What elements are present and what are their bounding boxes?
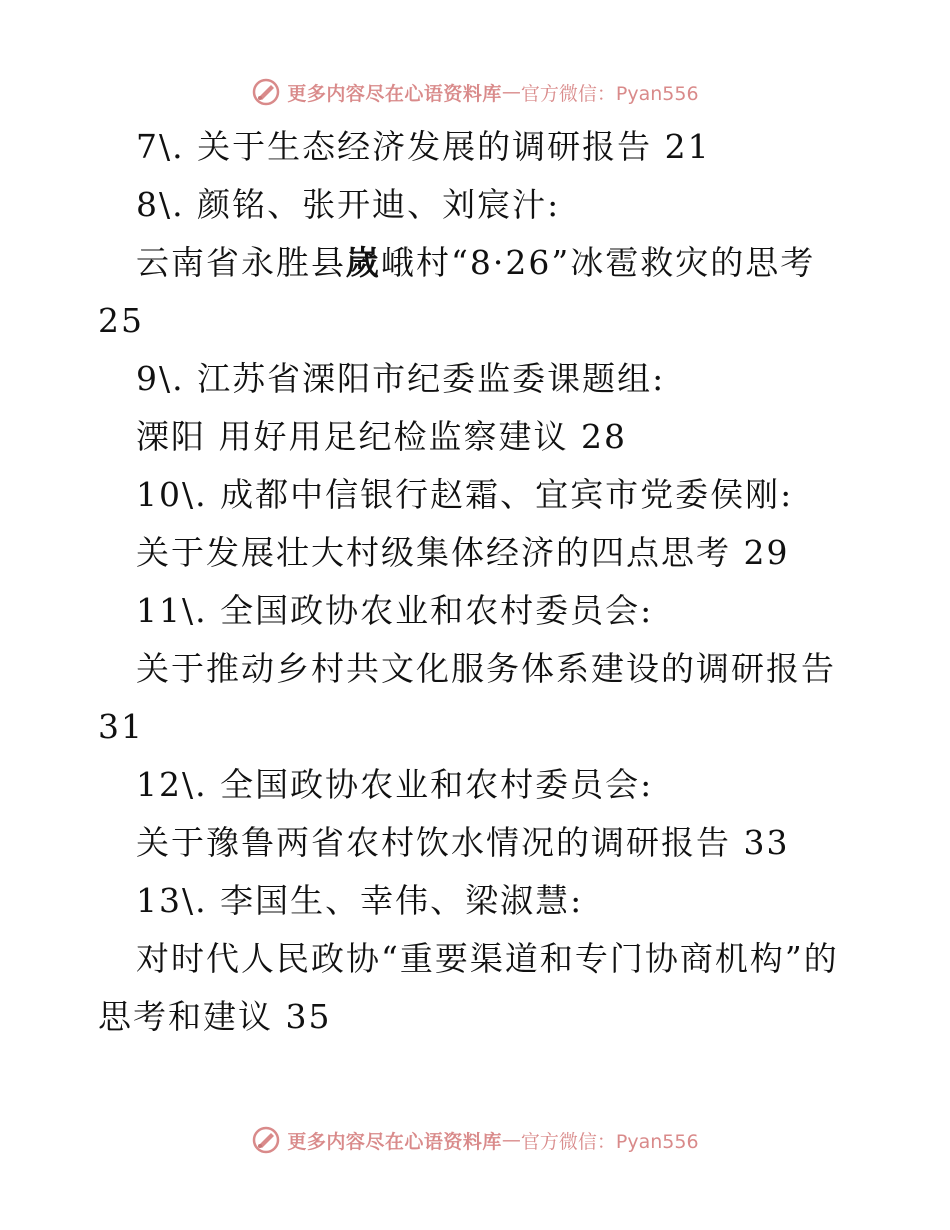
toc-line-13-authors: 13\. 李国生、幸伟、梁淑慧: bbox=[136, 881, 584, 920]
header-separator: — bbox=[501, 81, 521, 103]
toc-line-8-title-part1: 云南省永胜县 bbox=[136, 243, 346, 282]
toc-line-7: 7\. 关于生态经济发展的调研报告 21 bbox=[136, 127, 711, 166]
toc-line-8-title-special-char: 嵗 bbox=[346, 243, 381, 282]
toc-line-12-authors: 12\. 全国政协农业和农村委员会: bbox=[136, 765, 654, 804]
header-brand-text: 更多内容尽在心语资料库 bbox=[287, 82, 502, 105]
toc-line-9-title: 溧阳 用好用足纪检监察建议 28 bbox=[136, 417, 627, 456]
toc-line-11-title: 关于推动乡村共文化服务体系建设的调研报告 bbox=[136, 649, 836, 688]
toc-line-8-title bbox=[136, 234, 815, 292]
toc-line-8-title-part2: 峨村“8·26”冰雹救灾的思考 bbox=[381, 243, 816, 282]
toc-line-12-title: 关于豫鲁两省农村饮水情况的调研报告 33 bbox=[136, 823, 790, 862]
toc-line-13-title: 对时代人民政协“重要渠道和专门协商机构”的 bbox=[136, 939, 839, 978]
toc-line-9-authors: 9\. 江苏省溧阳市纪委监委课题组: bbox=[136, 359, 666, 398]
toc-line-10-title: 关于发展壮大村级集体经济的四点思考 29 bbox=[136, 533, 790, 572]
toc-line-8-authors: 8\. 颜铭、张开迪、刘宸汁: bbox=[136, 185, 561, 224]
toc-line-13-page: 思考和建议 35 bbox=[98, 997, 332, 1036]
toc-line-11-authors: 11\. 全国政协农业和农村委员会: bbox=[136, 591, 654, 630]
footer-banner bbox=[0, 1120, 950, 1160]
toc-line-10-authors: 10\. 成都中信银行赵霜、宜宾市党委侯刚: bbox=[136, 475, 794, 514]
footer-separator: — bbox=[501, 1129, 521, 1151]
footer-brand-text: 更多内容尽在心语资料库 bbox=[287, 1130, 502, 1153]
header-wechat-text: 官方微信：Pyan556 bbox=[520, 82, 699, 105]
header-banner bbox=[0, 72, 950, 112]
brand-logo-icon bbox=[251, 77, 281, 107]
toc-line-11-page: 31 bbox=[98, 707, 144, 746]
toc-line-8-page: 25 bbox=[98, 301, 144, 340]
brand-logo-icon bbox=[251, 1125, 281, 1155]
footer-wechat-text: 官方微信：Pyan556 bbox=[520, 1130, 699, 1153]
